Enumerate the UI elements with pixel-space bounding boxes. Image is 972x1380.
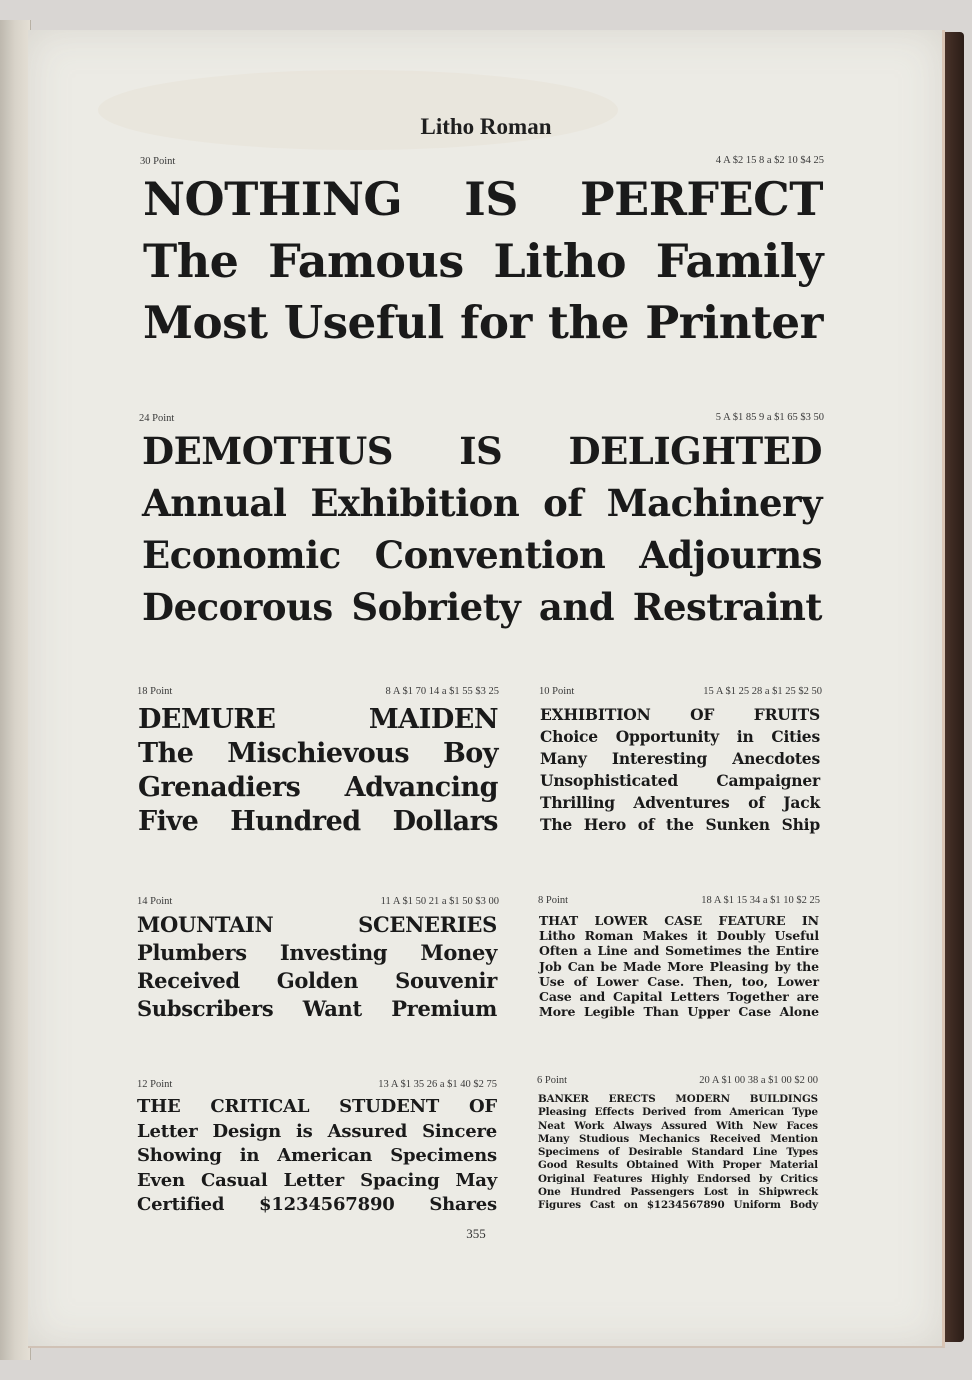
specimen-line: Economic Convention Adjourns [142,533,822,577]
size-label-8: 8 Point [538,895,569,906]
specimen-line: NOTHING IS PERFECT [143,172,823,226]
specimen-8-point [539,913,819,1019]
specimen-12-point [137,1095,497,1218]
page-title: Litho Roman [420,114,552,139]
size-label-10: 10 Point [539,686,575,697]
specimen-line: Five Hundred Dollars [138,806,498,837]
size-label-14: 14 Point [137,896,173,907]
specimen-line: Letter Design is Assured Sincere [137,1120,497,1142]
price-8: 18 A $1 15 34 a $1 10 $2 25 [701,895,820,906]
specimen-line: Thrilling Adventures of Jack [540,793,820,812]
specimen-line: Plumbers Investing Money [137,940,497,965]
price-6: 20 A $1 00 38 a $1 00 $2 00 [699,1075,818,1086]
price-14: 11 A $1 50 21 a $1 50 $3 00 [380,896,499,907]
specimen-line: Decorous Sobriety and Restraint [142,585,822,629]
price-10: 15 A $1 25 28 a $1 25 $2 50 [703,686,822,697]
specimen-line: Showing in American Specimens [137,1145,497,1166]
price-18: 8 A $1 70 14 a $1 55 $3 25 [385,686,499,697]
specimen-18-point [138,703,498,839]
specimen-line: Annual Exhibition of Machinery [142,481,822,525]
specimen-line: The Hero of the Sunken Ship [540,815,820,834]
specimen-line: EXHIBITION OF FRUITS [540,705,820,724]
specimen-line: Received Golden Souvenir [137,968,497,993]
page-number: 355 [466,1226,486,1241]
specimen-line: Subscribers Want Premium [137,996,497,1021]
specimen-line: THAT LOWER CASE FEATURE IN [539,913,819,928]
specimen-line: Figures Cast on $1234567890 Uniform Body [538,1199,818,1212]
price-12: 13 A $1 35 26 a $1 40 $2 75 [378,1079,497,1090]
specimen-line: The Famous Litho Family [143,234,823,288]
specimen-30-point [143,168,823,354]
specimen-line: Neat Work Always Assured With New Faces [538,1119,818,1132]
specimen-line: Often a Line and Sometimes the Entire [539,943,819,959]
specimen-line: MOUNTAIN SCENERIES [137,912,497,937]
specimen-line: The Mischievous Boy [138,738,498,769]
price-30: 4 A $2 15 8 a $2 10 $4 25 [715,155,824,166]
specimen-line: More Legible Than Upper Case Alone [539,1004,819,1020]
specimen-line: Good Results Obtained With Proper Material [538,1159,818,1172]
size-label-6: 6 Point [537,1075,568,1086]
specimen-line: One Hundred Passengers Lost in Shipwreck [538,1186,818,1199]
specimen-line: Many Interesting Anecdotes [540,749,820,768]
specimen-line: Even Casual Letter Spacing May [137,1169,497,1191]
specimen-line: Certified $1234567890 Shares [137,1194,497,1215]
specimen-line: Job Can be Made More Pleasing by the [539,958,819,974]
price-24: 5 A $1 85 9 a $1 65 $3 50 [715,412,824,423]
specimen-line: Most Useful for the Printer [143,296,823,349]
specimen-line: BANKER ERECTS MODERN BUILDINGS [538,1093,818,1105]
size-label-12: 12 Point [137,1079,173,1090]
specimen-line: Case and Capital Letters Together are [539,989,819,1005]
specimen-line: THE CRITICAL STUDENT OF [137,1096,497,1117]
size-label-30: 30 Point [140,156,176,167]
specimen-6-point [538,1093,818,1213]
size-label-24: 24 Point [139,413,175,424]
specimen-line: Litho Roman Makes it Doubly Useful [539,928,819,944]
specimen-10-point [540,704,820,836]
specimen-line: Grenadiers Advancing [138,772,498,803]
specimen-line: Unsophisticated Campaigner [540,771,820,790]
specimen-line: Specimens of Desirable Standard Line Types [538,1146,818,1159]
specimen-14-point [137,911,497,1023]
specimen-line: Use of Lower Case. Then, too, Lower [539,973,819,989]
size-label-18: 18 Point [137,686,173,697]
specimen-line: Choice Opportunity in Cities [540,727,820,746]
specimen-line: Original Features Highly Endorsed by Critics [538,1172,818,1185]
specimen-line: DEMOTHUS IS DELIGHTED [142,429,822,473]
specimen-line: DEMURE MAIDEN [138,704,498,735]
specimen-24-point [142,425,822,633]
previous-page-edge [0,20,31,1360]
specimen-line: Pleasing Effects Derived from American Type [538,1106,818,1119]
specimen-line: Many Studious Mechanics Received Mention [538,1132,818,1145]
